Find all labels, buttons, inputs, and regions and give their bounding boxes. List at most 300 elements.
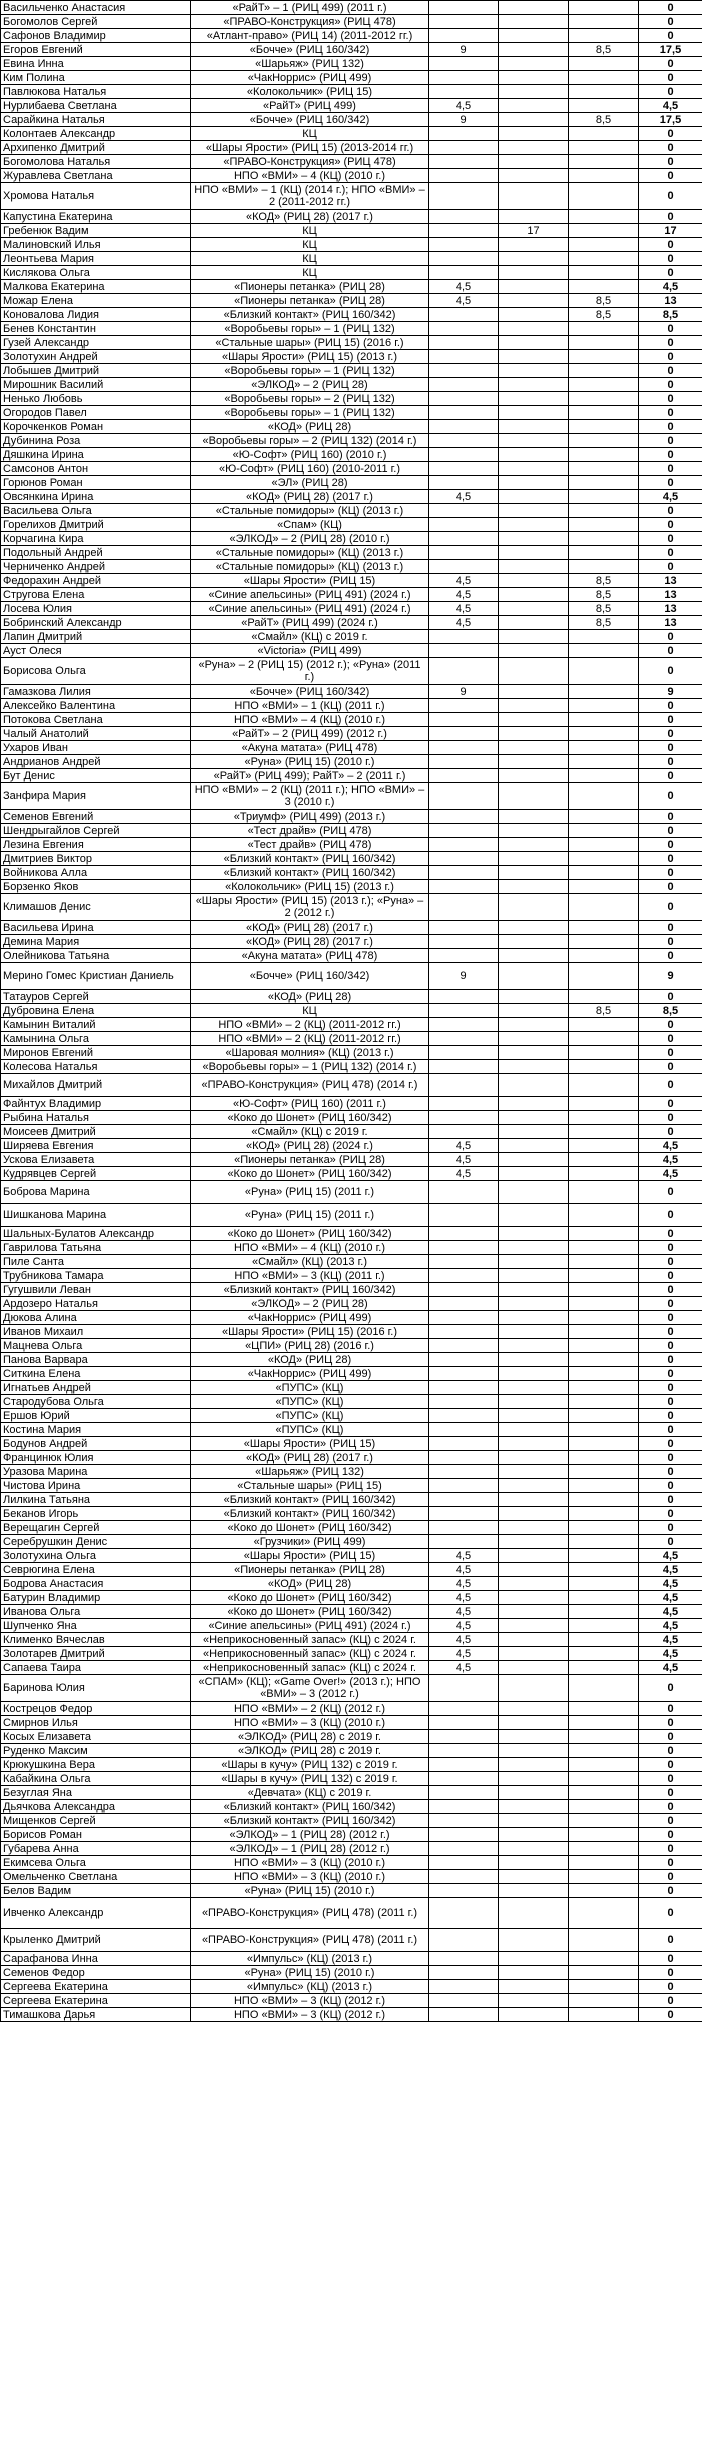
team-name: «ЭЛКОД» (РИЦ 28) с 2019 г. [191, 1730, 429, 1744]
participant-name: Гузей Александр [1, 336, 191, 350]
team-name: НПО «ВМИ» – 2 (КЦ) (2011-2012 гг.) [191, 1032, 429, 1046]
score-total: 13 [639, 574, 702, 588]
table-row [1, 406, 702, 420]
table-row [1, 1479, 702, 1493]
score-stage-2 [499, 810, 569, 824]
participant-name: Боброва Марина [1, 1181, 191, 1204]
score-total: 0 [639, 1367, 702, 1381]
score-stage-2 [499, 113, 569, 127]
score-stage-2 [499, 949, 569, 963]
participant-name: Мерино Гомес Кристиан Даниель [1, 963, 191, 990]
score-stage-1 [429, 1125, 499, 1139]
score-stage-1 [429, 658, 499, 685]
participant-name: Кудрявцев Сергей [1, 1167, 191, 1181]
table-row [1, 1661, 702, 1675]
score-total: 0 [639, 1046, 702, 1060]
team-name: «РайТ» – 2 (РИЦ 499) (2012 г.) [191, 727, 429, 741]
table-row [1, 476, 702, 490]
score-stage-1 [429, 1675, 499, 1702]
participant-name: Гребенюк Вадим [1, 224, 191, 238]
score-stage-2 [499, 1451, 569, 1465]
participant-name: Уразова Марина [1, 1465, 191, 1479]
score-stage-3 [569, 1716, 639, 1730]
team-name: «КОД» (РИЦ 28) [191, 1577, 429, 1591]
score-total: 0 [639, 155, 702, 169]
score-total: 0 [639, 810, 702, 824]
score-total: 0 [639, 1479, 702, 1493]
participant-name: Миронов Евгений [1, 1046, 191, 1060]
score-stage-3 [569, 1591, 639, 1605]
table-row [1, 990, 702, 1004]
team-name: «Девчата» (КЦ) с 2019 г. [191, 1786, 429, 1800]
participant-name: Ким Полина [1, 71, 191, 85]
table-row [1, 1227, 702, 1241]
team-name: «Колокольчик» (РИЦ 15) [191, 85, 429, 99]
table-row [1, 1591, 702, 1605]
team-name: «Атлант-право» (РИЦ 14) (2011-2012 гг.) [191, 29, 429, 43]
table-row [1, 490, 702, 504]
team-name: «Шарьяж» (РИЦ 132) [191, 1465, 429, 1479]
table-row [1, 238, 702, 252]
score-stage-3 [569, 1437, 639, 1451]
participant-name: Черниченко Андрей [1, 560, 191, 574]
score-stage-1 [429, 1814, 499, 1828]
participant-name: Губарева Анна [1, 1842, 191, 1856]
table-row [1, 1255, 702, 1269]
table-row [1, 1633, 702, 1647]
table-row [1, 183, 702, 210]
score-stage-2 [499, 1647, 569, 1661]
score-stage-3 [569, 824, 639, 838]
score-total: 0 [639, 727, 702, 741]
team-name: «ЦПИ» (РИЦ 28) (2016 г.) [191, 1339, 429, 1353]
participant-name: Семенов Евгений [1, 810, 191, 824]
table-row [1, 1367, 702, 1381]
table-row [1, 699, 702, 713]
score-stage-1 [429, 644, 499, 658]
participant-name: Андрианов Андрей [1, 755, 191, 769]
table-row [1, 1929, 702, 1952]
participant-name: Алексейко Валентина [1, 699, 191, 713]
score-stage-2 [499, 71, 569, 85]
score-stage-2 [499, 1004, 569, 1018]
table-row [1, 85, 702, 99]
score-total: 13 [639, 294, 702, 308]
team-name: «Руна» (РИЦ 15) (2010 г.) [191, 1884, 429, 1898]
score-stage-3 [569, 921, 639, 935]
score-stage-3 [569, 378, 639, 392]
participant-name: Ивченко Александр [1, 1898, 191, 1929]
score-stage-2 [499, 1032, 569, 1046]
team-name: «Воробьевы горы» – 1 (РИЦ 132) [191, 322, 429, 336]
score-stage-1 [429, 1856, 499, 1870]
table-row [1, 1507, 702, 1521]
participant-name: Колесова Наталья [1, 1060, 191, 1074]
score-stage-1 [429, 141, 499, 155]
score-stage-1 [429, 1, 499, 15]
score-stage-2 [499, 1269, 569, 1283]
score-stage-2 [499, 1283, 569, 1297]
table-row [1, 1605, 702, 1619]
score-stage-3 [569, 1647, 639, 1661]
table-row [1, 169, 702, 183]
team-name: НПО «ВМИ» – 4 (КЦ) (2010 г.) [191, 713, 429, 727]
score-total: 4,5 [639, 1619, 702, 1633]
score-stage-2 [499, 350, 569, 364]
team-name: «Стальные помидоры» (КЦ) (2013 г.) [191, 560, 429, 574]
score-stage-2 [499, 1046, 569, 1060]
team-name: «Коко до Шонет» (РИЦ 160/342) [191, 1227, 429, 1241]
score-stage-1 [429, 378, 499, 392]
score-stage-2 [499, 476, 569, 490]
team-name: «Акуна матата» (РИЦ 478) [191, 949, 429, 963]
score-stage-2 [499, 1842, 569, 1856]
score-stage-2 [499, 1367, 569, 1381]
score-total: 0 [639, 1884, 702, 1898]
score-total: 0 [639, 476, 702, 490]
team-name: «Руна» (РИЦ 15) (2011 г.) [191, 1204, 429, 1227]
score-stage-1 [429, 1255, 499, 1269]
score-stage-1 [429, 560, 499, 574]
team-name: НПО «ВМИ» – 3 (КЦ) (2010 г.) [191, 1870, 429, 1884]
score-stage-3 [569, 560, 639, 574]
score-total: 0 [639, 1493, 702, 1507]
participant-name: Панова Варвара [1, 1353, 191, 1367]
score-stage-1 [429, 1204, 499, 1227]
table-row [1, 1167, 702, 1181]
score-stage-3: 8,5 [569, 43, 639, 57]
score-stage-3 [569, 1744, 639, 1758]
team-name: «Смайл» (КЦ) (2013 г.) [191, 1255, 429, 1269]
table-row [1, 574, 702, 588]
score-total: 0 [639, 71, 702, 85]
table-row [1, 963, 702, 990]
score-stage-3 [569, 769, 639, 783]
score-total: 0 [639, 1828, 702, 1842]
score-stage-3 [569, 252, 639, 266]
team-name: «Синие апельсины» (РИЦ 491) (2024 г.) [191, 1619, 429, 1633]
score-stage-1: 4,5 [429, 1647, 499, 1661]
team-name: «Спам» (КЦ) [191, 518, 429, 532]
participant-name: Сергеева Екатерина [1, 1994, 191, 2008]
score-stage-2 [499, 783, 569, 810]
score-stage-1 [429, 990, 499, 1004]
score-stage-1 [429, 2008, 499, 2022]
score-stage-3 [569, 169, 639, 183]
score-stage-2 [499, 155, 569, 169]
score-stage-3 [569, 1032, 639, 1046]
team-name: «Близкий контакт» (РИЦ 160/342) [191, 1493, 429, 1507]
score-stage-2 [499, 1884, 569, 1898]
score-stage-3 [569, 741, 639, 755]
score-stage-1 [429, 1018, 499, 1032]
score-stage-3 [569, 1675, 639, 1702]
team-name: НПО «ВМИ» – 1 (КЦ) (2014 г.); НПО «ВМИ» – 2 (2011-2012 гг.) [191, 183, 429, 210]
table-row [1, 866, 702, 880]
table-row [1, 448, 702, 462]
score-stage-1 [429, 1884, 499, 1898]
score-total: 0 [639, 1535, 702, 1549]
score-total: 0 [639, 658, 702, 685]
score-stage-2 [499, 713, 569, 727]
score-stage-1 [429, 1507, 499, 1521]
score-total: 0 [639, 1283, 702, 1297]
score-total: 0 [639, 1409, 702, 1423]
team-name: «Шары Ярости» (РИЦ 15) (2016 г.) [191, 1325, 429, 1339]
score-stage-3 [569, 322, 639, 336]
score-stage-2 [499, 1744, 569, 1758]
participant-name: Ширяева Евгения [1, 1139, 191, 1153]
team-name: «Воробьевы горы» – 2 (РИЦ 132) (2014 г.) [191, 434, 429, 448]
table-row [1, 141, 702, 155]
table-row [1, 224, 702, 238]
score-stage-1 [429, 1842, 499, 1856]
table-row [1, 15, 702, 29]
team-name: «ПРАВО-Конструкция» (РИЦ 478) [191, 15, 429, 29]
participant-name: Колонтаев Александр [1, 127, 191, 141]
score-stage-3 [569, 392, 639, 406]
team-name: «Синие апельсины» (РИЦ 491) (2024 г.) [191, 588, 429, 602]
table-row [1, 630, 702, 644]
score-stage-3 [569, 71, 639, 85]
score-stage-3 [569, 85, 639, 99]
score-stage-3 [569, 1994, 639, 2008]
score-stage-1 [429, 1074, 499, 1097]
score-stage-1 [429, 1521, 499, 1535]
participant-name: Сарайкина Наталья [1, 113, 191, 127]
score-stage-1 [429, 1032, 499, 1046]
table-row [1, 852, 702, 866]
score-stage-1 [429, 894, 499, 921]
score-total: 9 [639, 685, 702, 699]
score-stage-3 [569, 1060, 639, 1074]
score-stage-2 [499, 1994, 569, 2008]
team-name: «Воробьевы горы» – 1 (РИЦ 132) (2014 г.) [191, 1060, 429, 1074]
team-name: «Руна» (РИЦ 15) (2010 г.) [191, 1966, 429, 1980]
score-stage-2 [499, 1828, 569, 1842]
table-row [1, 1884, 702, 1898]
score-total: 0 [639, 1980, 702, 1994]
team-name: «Шары Ярости» (РИЦ 15) (2013 г.) [191, 350, 429, 364]
score-stage-3 [569, 727, 639, 741]
score-stage-2 [499, 574, 569, 588]
score-total: 0 [639, 462, 702, 476]
participant-name: Сарафанова Инна [1, 1952, 191, 1966]
table-row [1, 949, 702, 963]
participant-name: Михайлов Дмитрий [1, 1074, 191, 1097]
score-stage-3 [569, 963, 639, 990]
team-name: НПО «ВМИ» – 2 (КЦ) (2012 г.) [191, 1702, 429, 1716]
score-total: 0 [639, 1870, 702, 1884]
score-stage-3 [569, 1046, 639, 1060]
score-stage-1 [429, 1451, 499, 1465]
team-name: «Близкий контакт» (РИЦ 160/342) [191, 1814, 429, 1828]
table-row [1, 1730, 702, 1744]
table-row [1, 894, 702, 921]
score-stage-2 [499, 560, 569, 574]
score-stage-1 [429, 266, 499, 280]
score-stage-1: 4,5 [429, 1167, 499, 1181]
participant-name: Костина Мария [1, 1423, 191, 1437]
score-total: 0 [639, 1451, 702, 1465]
participant-name: Серебрушкин Денис [1, 1535, 191, 1549]
score-stage-3 [569, 1451, 639, 1465]
score-total: 0 [639, 755, 702, 769]
score-total: 0 [639, 1898, 702, 1929]
score-stage-3 [569, 1311, 639, 1325]
participant-name: Архипенко Дмитрий [1, 141, 191, 155]
score-stage-2 [499, 1605, 569, 1619]
score-stage-1 [429, 852, 499, 866]
score-total: 0 [639, 406, 702, 420]
participant-name: Бодрова Анастасия [1, 1577, 191, 1591]
score-stage-1: 4,5 [429, 280, 499, 294]
score-stage-3 [569, 406, 639, 420]
table-row [1, 838, 702, 852]
score-stage-1 [429, 476, 499, 490]
score-stage-2 [499, 266, 569, 280]
table-row [1, 546, 702, 560]
score-stage-3 [569, 658, 639, 685]
score-stage-1 [429, 1966, 499, 1980]
score-stage-1: 9 [429, 685, 499, 699]
participant-name: Бобринский Александр [1, 616, 191, 630]
participant-name: Семенов Федор [1, 1966, 191, 1980]
participant-name: Крюкушкина Вера [1, 1758, 191, 1772]
score-stage-3 [569, 476, 639, 490]
table-row [1, 1549, 702, 1563]
team-name: «ПРАВО-Конструкция» (РИЦ 478) [191, 155, 429, 169]
team-name: «Смайл» (КЦ) с 2019 г. [191, 1125, 429, 1139]
score-total: 0 [639, 1856, 702, 1870]
score-stage-1 [429, 1395, 499, 1409]
score-total: 0 [639, 322, 702, 336]
team-name: «ЧакНоррис» (РИЦ 499) [191, 1367, 429, 1381]
score-stage-2 [499, 1139, 569, 1153]
score-stage-3 [569, 1339, 639, 1353]
score-stage-1 [429, 935, 499, 949]
score-total: 0 [639, 1702, 702, 1716]
score-stage-2 [499, 1381, 569, 1395]
participant-name: Ардозеро Наталья [1, 1297, 191, 1311]
participant-name: Горюнов Роман [1, 476, 191, 490]
table-row [1, 532, 702, 546]
score-stage-1 [429, 1227, 499, 1241]
team-name: «Шары Ярости» (РИЦ 15) (2013-2014 гг.) [191, 141, 429, 155]
score-stage-3 [569, 1980, 639, 1994]
table-row [1, 1339, 702, 1353]
participant-name: Золотухин Андрей [1, 350, 191, 364]
participant-name: Бенев Константин [1, 322, 191, 336]
score-total: 4,5 [639, 1647, 702, 1661]
table-row [1, 1060, 702, 1074]
team-name: НПО «ВМИ» – 3 (КЦ) (2011 г.) [191, 1269, 429, 1283]
table-row [1, 824, 702, 838]
team-name: КЦ [191, 224, 429, 238]
participant-name: Иванов Михаил [1, 1325, 191, 1339]
score-total: 0 [639, 127, 702, 141]
score-total: 0 [639, 769, 702, 783]
participant-name: Борисова Ольга [1, 658, 191, 685]
team-name: «Шарьяж» (РИЦ 132) [191, 57, 429, 71]
score-total: 0 [639, 1814, 702, 1828]
score-stage-3 [569, 15, 639, 29]
participant-name: Чалый Анатолий [1, 727, 191, 741]
score-total: 0 [639, 852, 702, 866]
team-name: «Воробьевы горы» – 2 (РИЦ 132) [191, 392, 429, 406]
table-row [1, 1111, 702, 1125]
participant-name: Татауров Сергей [1, 990, 191, 1004]
score-stage-2 [499, 127, 569, 141]
score-stage-3 [569, 810, 639, 824]
table-row [1, 1451, 702, 1465]
table-row [1, 1437, 702, 1451]
table-row [1, 308, 702, 322]
score-total: 0 [639, 169, 702, 183]
participant-name: Камынин Виталий [1, 1018, 191, 1032]
team-name: НПО «ВМИ» – 3 (КЦ) (2012 г.) [191, 2008, 429, 2022]
score-stage-2 [499, 1870, 569, 1884]
table-row [1, 1125, 702, 1139]
participant-name: Дубровина Елена [1, 1004, 191, 1018]
score-stage-2 [499, 1980, 569, 1994]
score-stage-1 [429, 1952, 499, 1966]
table-row [1, 1097, 702, 1111]
participant-name: Гамазкова Лилия [1, 685, 191, 699]
participant-name: Лапин Дмитрий [1, 630, 191, 644]
score-stage-3 [569, 699, 639, 713]
score-total: 4,5 [639, 490, 702, 504]
score-stage-3 [569, 2008, 639, 2022]
score-total: 8,5 [639, 1004, 702, 1018]
table-row [1, 1814, 702, 1828]
score-stage-2 [499, 1549, 569, 1563]
score-stage-3 [569, 1423, 639, 1437]
score-stage-1: 9 [429, 963, 499, 990]
score-stage-1: 4,5 [429, 99, 499, 113]
score-stage-3 [569, 783, 639, 810]
table-row [1, 1952, 702, 1966]
score-stage-2 [499, 420, 569, 434]
score-stage-1 [429, 350, 499, 364]
table-row [1, 1465, 702, 1479]
score-stage-2 [499, 99, 569, 113]
score-stage-2 [499, 434, 569, 448]
score-total: 0 [639, 252, 702, 266]
team-name: «ЭЛКОД» – 2 (РИЦ 28) [191, 378, 429, 392]
score-total: 4,5 [639, 1661, 702, 1675]
score-total: 0 [639, 949, 702, 963]
score-total: 0 [639, 420, 702, 434]
score-stage-1: 4,5 [429, 1633, 499, 1647]
score-stage-2 [499, 57, 569, 71]
participant-name: Потокова Светлана [1, 713, 191, 727]
table-row [1, 113, 702, 127]
score-stage-3 [569, 448, 639, 462]
score-stage-3 [569, 949, 639, 963]
table-row [1, 1241, 702, 1255]
score-total: 4,5 [639, 1605, 702, 1619]
score-stage-2 [499, 1325, 569, 1339]
score-stage-3 [569, 1125, 639, 1139]
team-name: «Пионеры петанка» (РИЦ 28) [191, 294, 429, 308]
score-stage-3 [569, 1465, 639, 1479]
score-stage-2 [499, 1577, 569, 1591]
score-stage-3 [569, 838, 639, 852]
score-stage-2 [499, 769, 569, 783]
score-stage-3 [569, 224, 639, 238]
participant-name: Климашов Денис [1, 894, 191, 921]
